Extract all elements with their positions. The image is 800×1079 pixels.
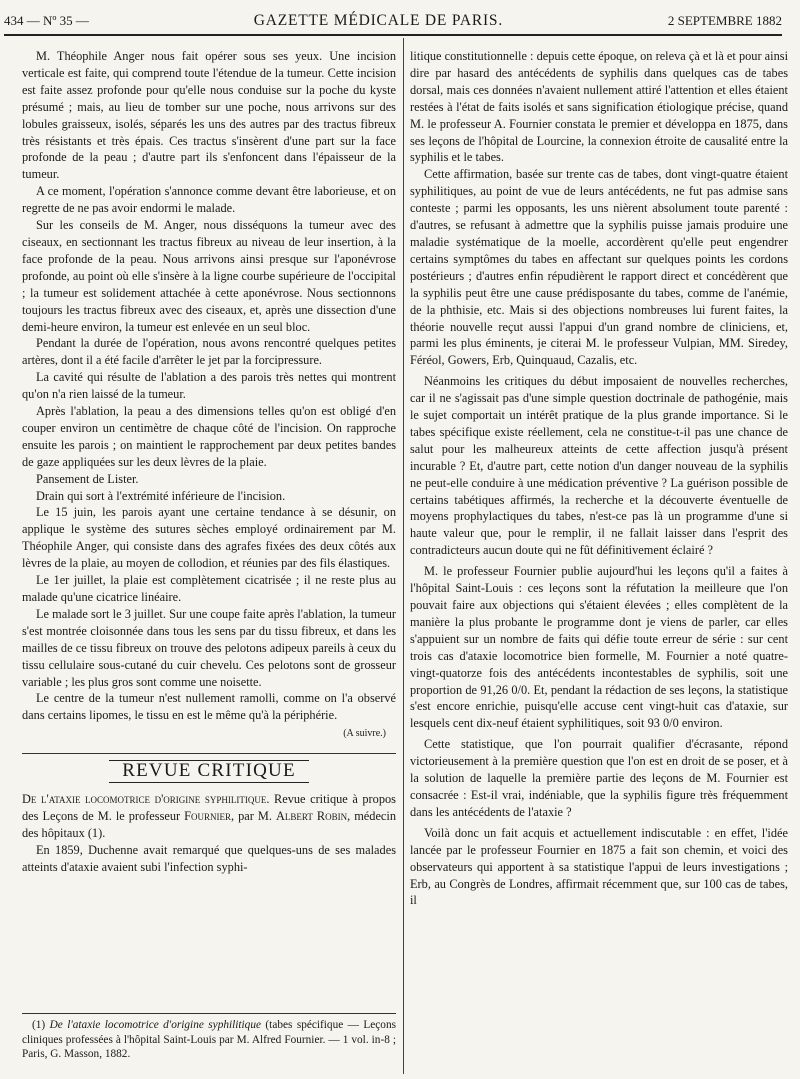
- section-title: REVUE CRITIQUE: [109, 760, 309, 783]
- article-title: De l'ataxie locomotrice d'origine syphilitique.: [22, 792, 270, 807]
- body-paragraph: La cavité qui résulte de l'ablation a des parois très nettes qui montrent qu'on n'a rien laissé de la tumeur.: [22, 370, 396, 402]
- body-paragraph: Voilà donc un fait acquis et actuellement indiscutable : en effet, l'idée lancée par le professeur Fournier en 1875 a fait son chemin, et voici des observateurs qui apportent à sa statistique l'appui de leurs investigations ; Erb, au Congrès de Londres, affirmait récemment que, sur 100 cas de tabes, il: [410, 825, 788, 908]
- body-paragraph: Pendant la durée de l'opération, nous avons rencontré quelques petites artères, dont il a été facile d'arrêter le jet par la forcipressure.: [22, 336, 396, 368]
- footnote-text: [22, 1018, 396, 1062]
- page-header: [4, 8, 782, 36]
- body-paragraph: M. le professeur Fournier publie aujourd'hui les leçons qu'il a faites à l'hôpital Saint-Louis : ces leçons sont la réfutation la meilleure que l'on pouvait faire aux objections qui s'étaient élevées ; elles complètent de la manière la plus probante le programme dont je viens de parler, car elles s'appuient sur un nombre de faits qui défie toute erreur de série : sur cent trois cas d'ataxie locomotrice bien formelle, M. Fournier a noté quatre-vingt-quatorze fois des antécédents incontestables de syphilis, soit une proportion de 91,26 0/0. Et, pendant la rédaction de ses leçons, la statistique s'est encore enrichie, puisqu'elle accuse cent vingt-huit cas d'ataxie, sur lesquels cent dix-neuf étaient syphilitiques, soit 93 0/0 environ.: [410, 564, 788, 731]
- intro-text: Revue critique à propos des Leçons de M. le professeur: [22, 792, 396, 823]
- right-column: [410, 44, 788, 909]
- section-divider: [22, 753, 396, 754]
- body-paragraph: Drain qui sort à l'extrémité inférieure de l'incision.: [36, 488, 286, 503]
- to-be-continued: (A suivre.): [343, 728, 386, 740]
- author-name: Albert Robin: [275, 808, 348, 823]
- body-paragraph: Néanmoins les critiques du début imposaient de nouvelles recherches, car il ne s'agissait pas d'une simple question doctrinale de pathogénie, mais le sujet comportait un intérêt pratique de la plus grande importance. Si le tabes spécifique existe réellement, cela ne constitue-t-il pas une chance de salut pour les malheureux atteints de cette affection jusqu'à présent incurable ? Et, d'autre part, cette notion d'un danger nouveau de la syphilis ne peut-elle conduire à une médication préventive ? La guérison possible de certains tabétiques affirmés, la recherche et la découverte éventuelle de moyens prophylactiques du tabes, n'est-ce pas là un programme d'une si haute valeur que, pour le remplir, il ne fallait laisser dans l'esprit des contradicteurs aucun doute qui ne fût définitivement éclairé ?: [410, 374, 788, 558]
- footnote-number: (1): [32, 1019, 50, 1031]
- body-paragraph: Cette affirmation, basée sur trente cas de tabes, dont vingt-quatre étaient syphilitiques, au point de vue de leurs antécédents, ne fut pas admise sans conteste ; parmi les opposants, les uns nièrent absolument toute parenté : d'autres, se refusant à admettre que la syphilis puisse jamais produire une maladie systématique de la moelle, accordèrent qu'elle peut engendrer certains symptômes du tabes en affectant sur quelques points les cordons postérieurs ; d'autres enfin répudièrent le rapport direct et concédèrent que la syphilis peut être une cause prédisposante du tabes, comme de l'anémie, de la phthisie, etc. Mais si des objections nombreuses lui furent faites, la théorie nouvelle reçut aussi l'appui d'un grand nombre de cliniciens, et, parmi les plus éminents, je citerai M. le professeur Vulpian, MM. Siredey, Féréol, Gowers, Erb, Quinquaud, Cazalis, etc.: [410, 167, 788, 368]
- body-paragraph: Le 15 juin, les parois ayant une certaine tendance à se désunir, on applique le système des sutures sèches employé ordinairement par M. Théophile Anger, qui consiste dans des agrafes fixées des deux côtés aux lèvres de la plaie, au moyen de collodion, et réunies par des fils élastiques.: [22, 505, 396, 571]
- body-paragraph: Pansement de Lister.: [36, 471, 139, 486]
- body-paragraph: A ce moment, l'opération s'annonce comme devant être laborieuse, et on regrette de ne pas avoir endormi le malade.: [22, 184, 396, 216]
- body-paragraph: En 1859, Duchenne avait remarqué que quelques-uns de ses malades atteints d'ataxie avaient subi l'infection syphi-: [22, 842, 396, 874]
- intro-text: , par M.: [231, 808, 276, 823]
- body-paragraph: Le centre de la tumeur n'est nullement ramolli, comme on l'a observé dans certains lipomes, le tissu en est le même qu'à la périphérie.: [22, 691, 396, 723]
- body-paragraph: Le 1er juillet, la plaie est complètement cicatrisée ; il ne reste plus au malade qu'une cicatrice linéaire.: [22, 573, 396, 604]
- footnote-details: (tabes spécifique — Leçons cliniques professées à l'hôpital Saint-Louis par M. Alfred Fournier. — 1 vol. in-8 ; Paris, G. Masson, 1882.: [22, 1019, 397, 1060]
- body-paragraph: Après l'ablation, la peau a des dimensions telles qu'on est obligé d'en couper environ un centimètre de chaque côté de l'incision. On rapproche ensuite les parois ; on maintient le rapprochement par deux petites bandes de gaze appliquées sur les deux lèvres de la plaie.: [22, 404, 396, 469]
- body-paragraph: Le malade sort le 3 juillet. Sur une coupe faite après l'ablation, la tumeur s'est montrée cloisonnée dans tous les sens par du tissu fibreux, et dans les mailles de ce tissu fibreux on trouve des pelotons adipeux pareils à ceux du tissu cellulaire sous-cutané du cuir chevelu. Ces pelotons sont de grosseur variable ; les plus gros sont comme une noisette.: [22, 606, 396, 689]
- footnote: [22, 1013, 396, 1062]
- issue-date: 2 SEPTEMBRE 1882: [667, 13, 782, 28]
- left-column: [22, 44, 396, 876]
- author-name: Fournier: [184, 808, 232, 823]
- intro-text: , médecin des hôpitaux (1).: [22, 808, 397, 840]
- revue-intro: [22, 791, 396, 842]
- column-divider: [403, 38, 404, 1074]
- body-paragraph: litique constitutionnelle : depuis cette époque, on releva çà et là et pour ainsi dire par hasard des antécédents de syphilis dans quelques cas de tabes dorsal, mais ces données n'avaient nullement attiré l'attention et elles étaient restées à l'état de faits isolés et sans signification étiologique précise, quand M. le professeur A. Fournier constata le premier et développa en 1875, dans ses leçons de l'hôpital de Lourcine, la connexion étroite de causalité entre la syphilis et le tabes.: [410, 49, 788, 165]
- journal-title: GAZETTE MÉDICALE DE PARIS.: [253, 12, 504, 29]
- body-paragraph: M. Théophile Anger nous fait opérer sous ses yeux. Une incision verticale est faite, qui comprend toute l'étendue de la tumeur. Cette incision est faite assez profonde pour qu'elle nous conduise sur la poche du kyste présumé ; mais, au lieu de tomber sur une poche, nous arrivons sur des lobules graisseux, isolés, séparés les uns des autres par des tractus fibreux très résistants et très épais. Ces tractus s'insèrent d'une part sur la face profonde de la peau ; d'autre part ils s'enfoncent dans l'épaisseur de la tumeur.: [22, 49, 396, 182]
- page-number: 434 — Nº 35 —: [4, 13, 89, 28]
- body-paragraph: Cette statistique, que l'on pourrait qualifier d'écrasante, répond victorieusement à la première question que l'on est en droit de se poser, et à la solution de laquelle la première partie des leçons de M. Fournier est consacrée : Est-il vrai, indéniable, que la syphilis figure très fréquemment dans les antécédents de l'ataxie ?: [410, 737, 788, 819]
- body-paragraph: Sur les conseils de M. Anger, nous disséquons la tumeur avec des ciseaux, en sectionnant les tractus fibreux au niveau de leur insertion, à la face profonde de la peau. Nous arrivons ainsi presque sur l'aponévrose profonde, au point où elle s'insère à la ligne courbe supérieure de l'occipital ; la tumeur est solidement attachée à cette aponévrose. Nous sectionnons toujours les tractus fibreux avec des ciseaux, et, après une dissection d'une demi-heure environ, la tumeur est enlevée en un seul bloc.: [22, 218, 396, 334]
- footnote-title: De l'ataxie locomotrice d'origine syphilitique: [49, 1019, 261, 1031]
